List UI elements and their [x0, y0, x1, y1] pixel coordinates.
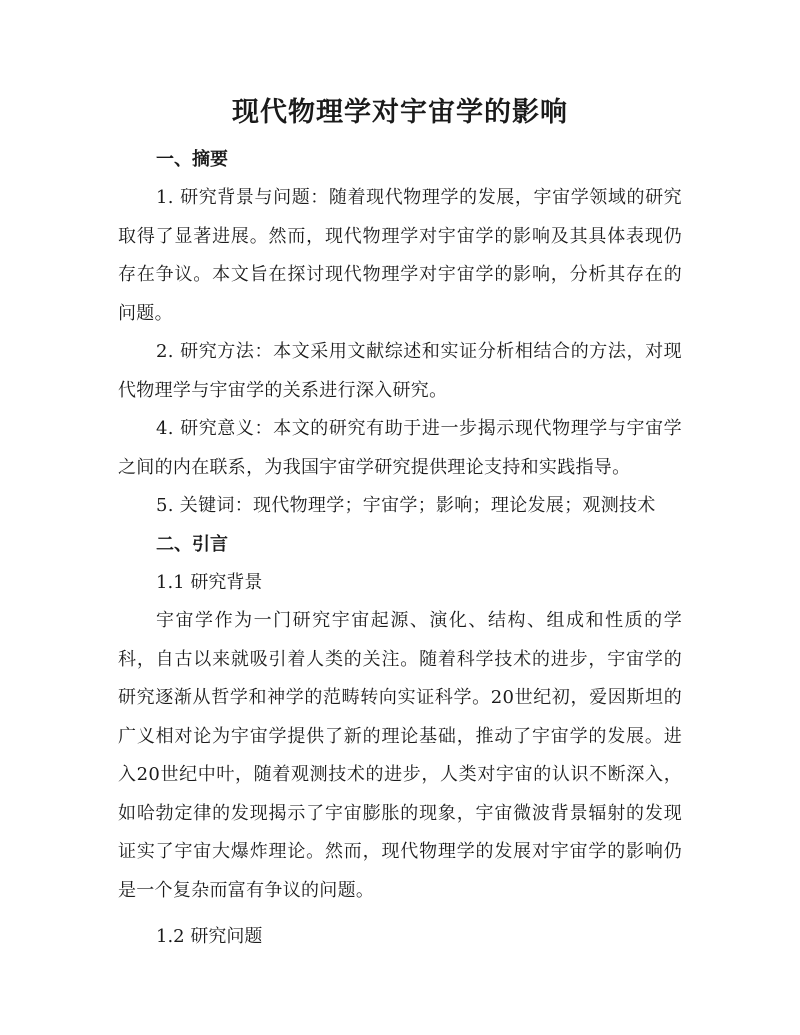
document-title: 现代物理学对宇宙学的影响 [232, 97, 568, 128]
abstract-item-significance: 4. 研究意义：本文的研究有助于进一步揭示现代物理学与宇宙学之间的内在联系，为我国宇宙学研究提供理论支持和实践指导。 [118, 418, 682, 478]
section-1-1-body: 宇宙学作为一门研究宇宙起源、演化、结构、组成和性质的学科，自古以来就吸引着人类的关注。随着科学技术的进步，宇宙学的研究逐渐从哲学和神学的范畴转向实证科学。20世纪初，爱因斯坦的广义相对论为宇宙学提供了新的理论基础，推动了宇宙学的发展。进入20世纪中叶，随着观测技术的进步，人类对宇宙的认识不断深入，如哈勃定律的发现揭示了宇宙膨胀的现象，宇宙微波背景辐射的发现证实了宇宙大爆炸理论。然而，现代物理学的发展对宇宙学的影响仍是一个复杂而富有争议的问题。 [118, 610, 682, 901]
section-1-1-heading: 1.1 研究背景 [156, 571, 263, 593]
intro-heading: 二、引言 [156, 533, 228, 555]
abstract-item-keywords: 5. 关键词：现代物理学；宇宙学；影响；理论发展；观测技术 [156, 495, 656, 516]
spacer [118, 910, 682, 918]
abstract-item-background: 1. 研究背景与问题：随着现代物理学的发展，宇宙学领域的研究取得了显著进展。然而，现代物理学对宇宙学的影响及其具体表现仍存在争议。本文旨在探讨现代物理学对宇宙学的影响，分析其存在的问题。 [118, 187, 682, 324]
abstract-heading: 一、摘要 [156, 149, 228, 170]
section-1-2-heading: 1.2 研究问题 [156, 926, 263, 947]
abstract-item-method: 2. 研究方法：本文采用文献综述和实证分析相结合的方法，对现代物理学与宇宙学的关系进行深入研究。 [118, 341, 682, 401]
